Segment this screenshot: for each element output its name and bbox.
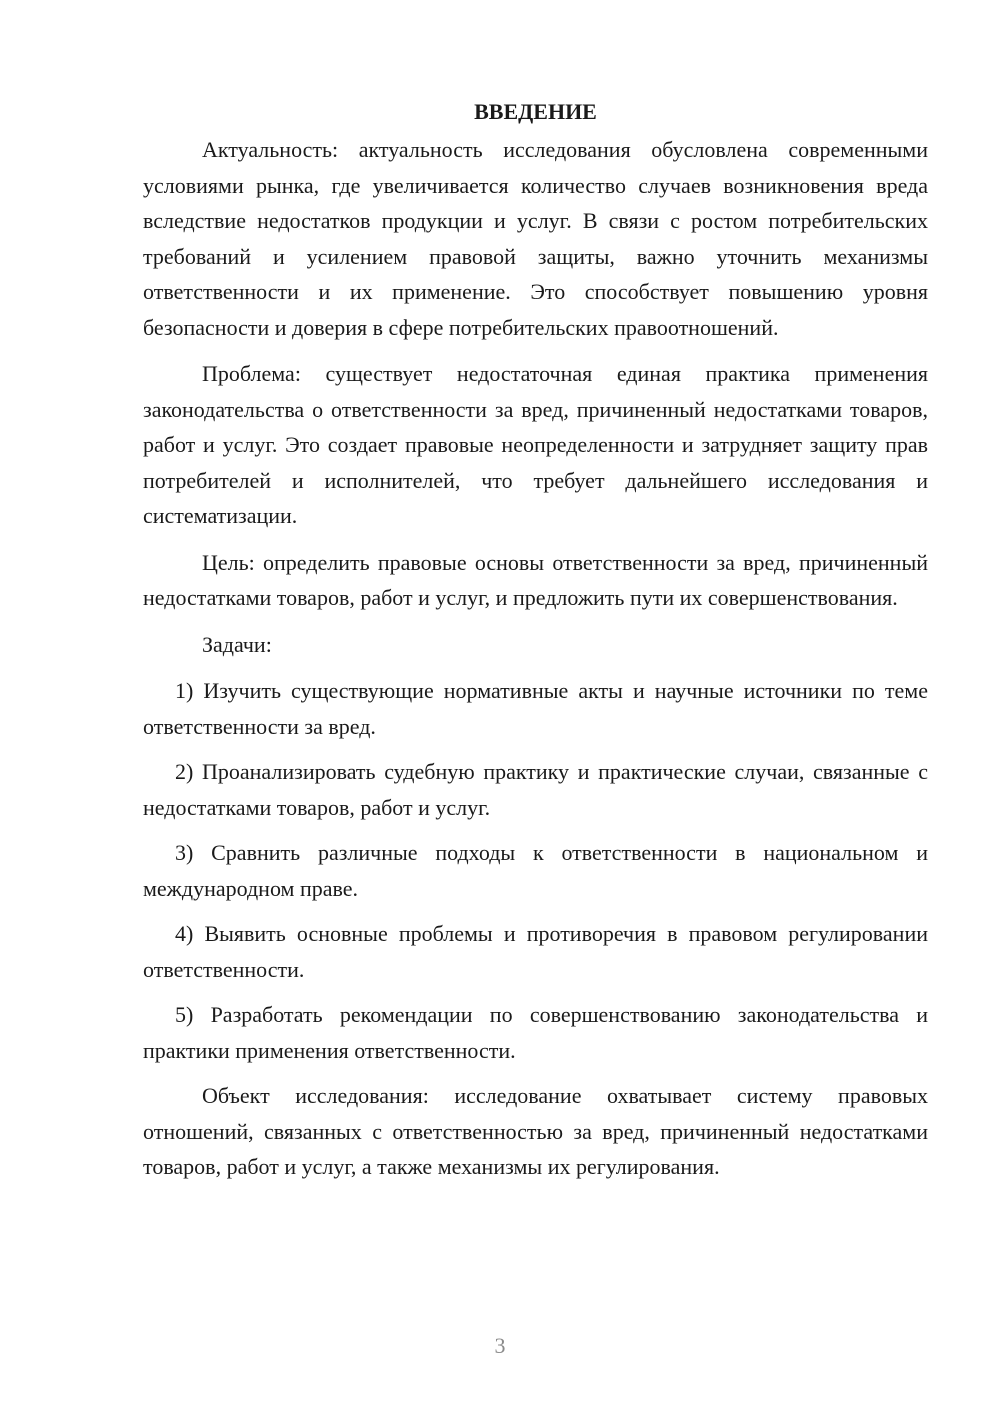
task-item: 1) Изучить существующие нормативные акты и научные источники по теме ответственности за вред. (143, 678, 928, 739)
page-body (143, 94, 928, 1196)
tasks-list (143, 673, 928, 1068)
task-item: 3) Сравнить различные подходы к ответственности в национальном и международном праве. (143, 840, 928, 901)
relevance-paragraph: Актуальность: актуальность исследования обусловлена современными условиями рынка, где увеличивается количество случаев возникновения вреда вследствие недостатков продукции и услуг. В связи с ростом потребительских требований и усилением правовой защиты, важно уточнить механизмы ответственности и их применение. Это способствует повышению уровня безопасности и доверия в сфере потребительских правоотношений. (143, 137, 928, 340)
task-item: 4) Выявить основные проблемы и противоречия в правовом регулировании ответственности. (143, 921, 928, 982)
object-paragraph: Объект исследования: исследование охватывает систему правовых отношений, связанных с ответственностью за вред, причиненный недостатками товаров, работ и услуг, а также механизмы их регулирования. (143, 1083, 928, 1179)
problem-paragraph: Проблема: существует недостаточная единая практика применения законодательства о ответственности за вред, причиненный недостатками товаров, работ и услуг. Это создает правовые неопределенности и затрудняет защиту прав потребителей и исполнителей, что требует дальнейшего исследования и систематизации. (143, 361, 928, 528)
goal-paragraph: Цель: определить правовые основы ответственности за вред, причиненный недостатками товаров, работ и услуг, и предложить пути их совершенствования. (143, 549, 928, 610)
task-item: 5) Разработать рекомендации по совершенствованию законодательства и практики применения ответственности. (143, 1002, 928, 1063)
section-title: ВВЕДЕНИЕ (474, 99, 597, 124)
tasks-heading: Задачи: (202, 631, 272, 657)
page-number: 3 (494, 1333, 506, 1358)
task-item: 2) Проанализировать судебную практику и практические случаи, связанные с недостатками товаров, работ и услуг. (143, 759, 928, 820)
